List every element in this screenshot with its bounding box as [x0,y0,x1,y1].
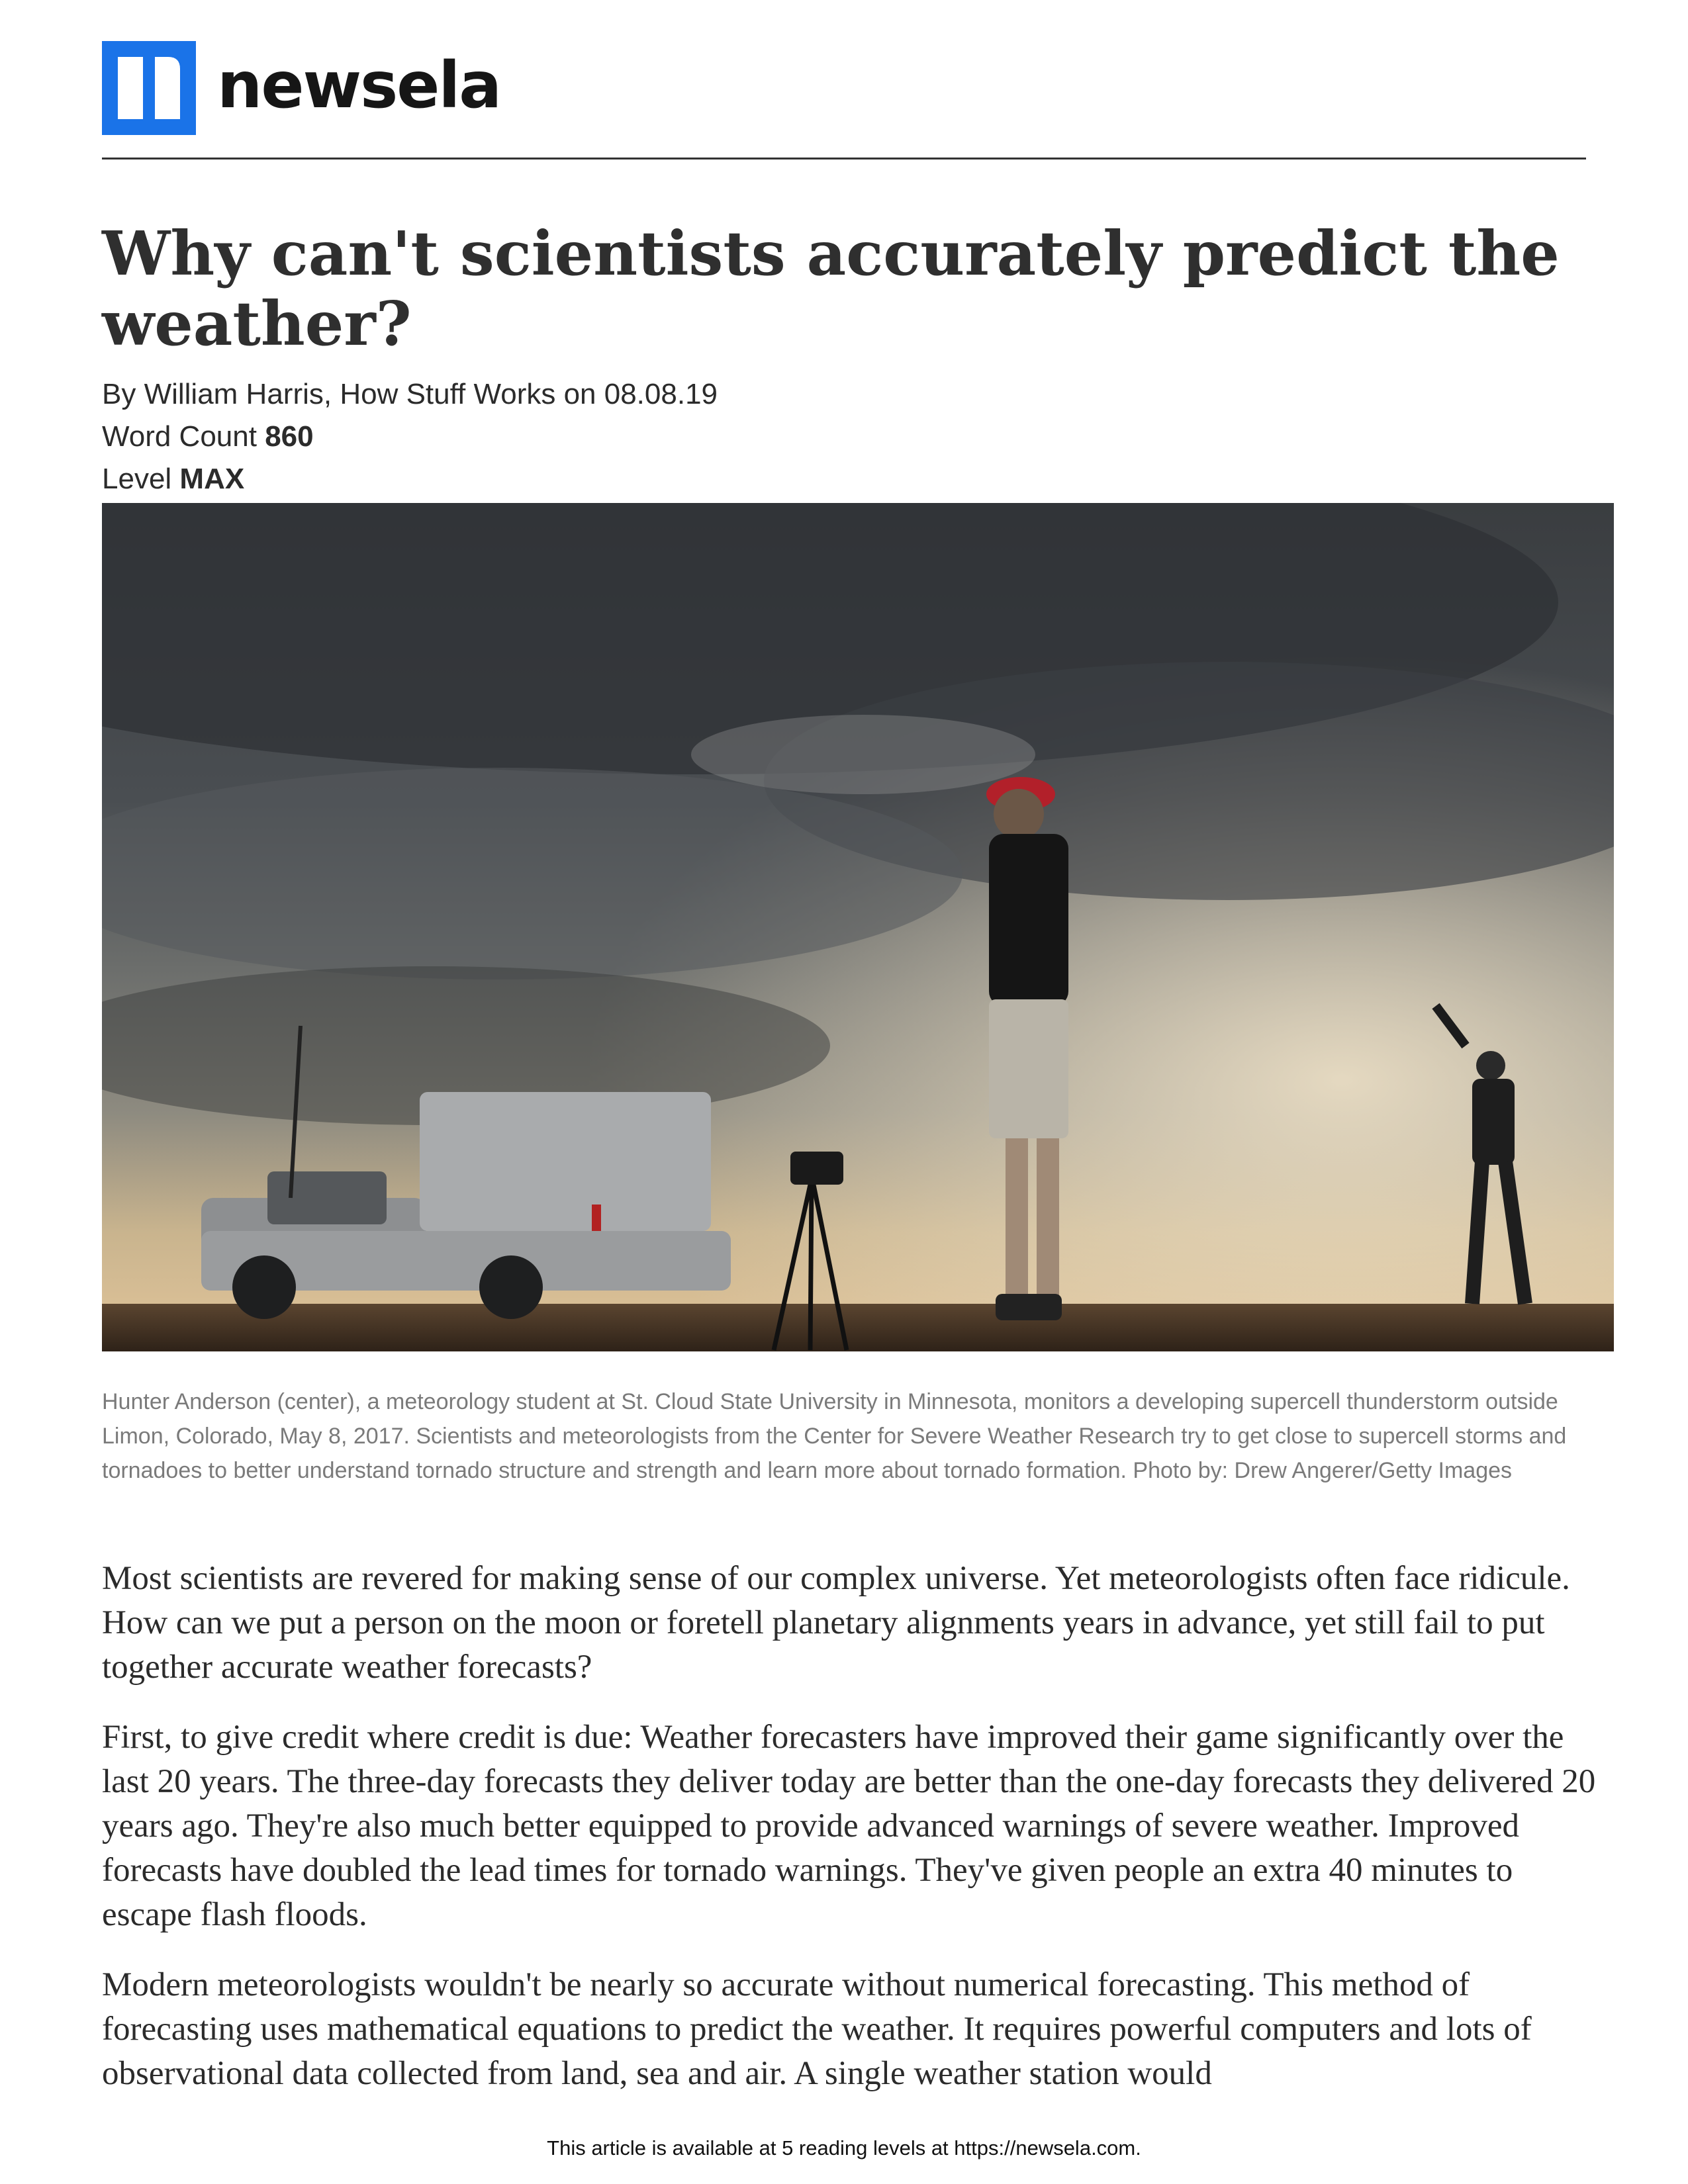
newsela-logo-icon [102,41,196,135]
storm-chasers-photo [102,503,1614,1351]
article-photo [102,503,1614,1351]
photo-caption: Hunter Anderson (center), a meteorology student at St. Cloud State University in Minnesota, monitors a developing supercell thunderstorm outside Limon, Colorado, May 8, 2017. Scientists and meteorologists from the Center for Severe Weather Research try to get close to supercell storms and tornadoes to better understand tornado structure and strength and learn more about tornado formation. Photo by: Drew Angerer/Getty Images [102,1389,1567,1483]
word-count-label: Word Count [102,420,257,453]
reading-level-label: Level [102,463,172,495]
paragraph-1: Most scientists are revered for making sense of our complex universe. Yet meteorologists often face ridicule. How can we put a person on the moon or foretell planetary alignments years in advance, yet still fail to put together accurate weather forecasts? [102,1560,1570,1686]
header-divider [102,158,1586,159]
paragraph-2: First, to give credit where credit is due: Weather forecasters have improved their game significantly over the last 20 years. The three-day forecasts they deliver today are better than the one-day forecasts they delivered 20 years ago. They're also much better equipped to provide advanced warnings of severe weather. Improved forecasts have doubled the lead times for tornado warnings. They've given people an extra 40 minutes to escape flash floods. [102,1719,1596,1933]
article-byline: By William Harris, How Stuff Works on 08.08.19 [102,378,718,410]
page-footer: This article is available at 5 reading levels at https://newsela.com. [547,2136,1141,2160]
reading-level-value: MAX [179,463,245,495]
reading-level [102,462,244,496]
word-count [102,420,314,454]
article-title: Why can't scientists accurately predict the weather? [102,218,1560,359]
brand-name: newsela [217,48,501,122]
paragraph-3: Modern meteorologists wouldn't be nearly so accurate without numerical forecasting. This method of forecasting uses mathematical equations to predict the weather. It requires powerful computers and lots of observational data collected from land, sea and air. A single weather station would [102,1966,1532,2092]
newsela-logo[interactable] [102,41,500,135]
word-count-value: 860 [265,420,314,453]
